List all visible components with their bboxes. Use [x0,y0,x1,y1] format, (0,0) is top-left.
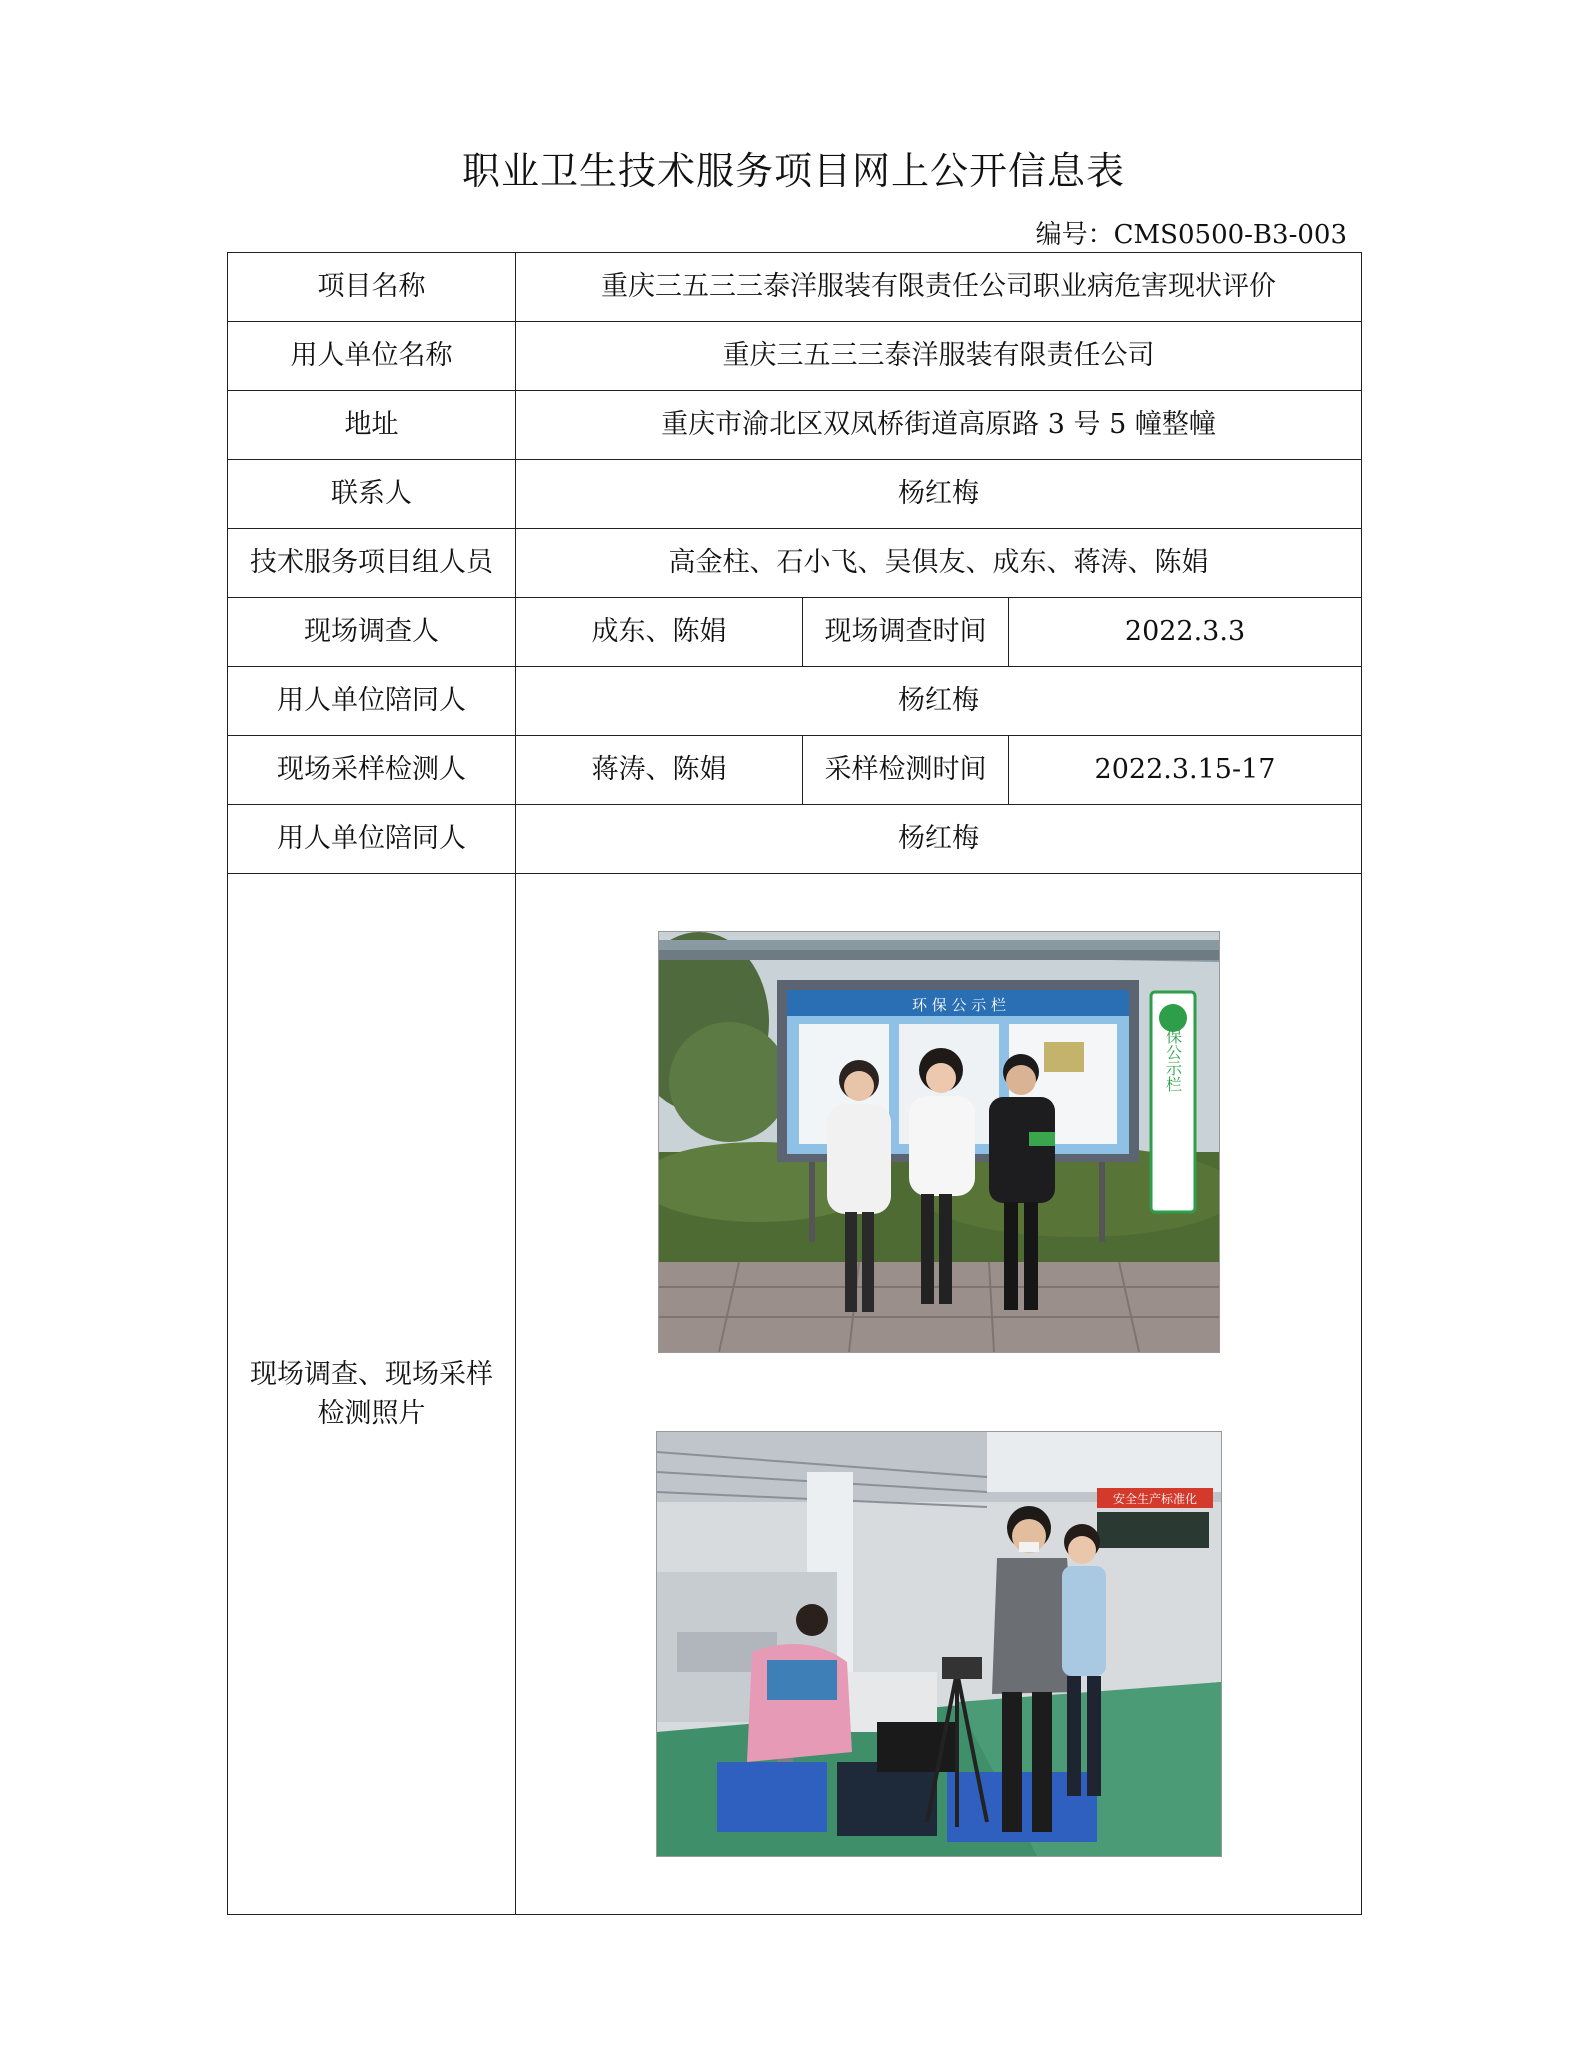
label-survey-time: 现场调查时间 [803,598,1009,667]
row-survey [228,598,1362,667]
row-address [228,391,1362,460]
value-contact: 杨红梅 [516,460,1362,529]
factory-banner-text: 安全生产标准化 [1112,1492,1197,1506]
label-photos [228,874,516,1915]
label-employer: 用人单位名称 [228,322,516,391]
value-escort-2: 杨红梅 [516,805,1362,874]
photos-cell [516,874,1362,1915]
document-title: 职业卫生技术服务项目网上公开信息表 [461,149,1125,193]
row-sampling [228,736,1362,805]
row-project-name [228,253,1362,322]
value-sampling: 蒋涛、陈娟 [516,736,803,805]
info-table [227,252,1362,1915]
label-contact: 联系人 [228,460,516,529]
label-sampling-time: 采样检测时间 [803,736,1009,805]
label-photos-text: 现场调查、现场采样检测照片 [250,1358,493,1429]
label-address: 地址 [228,391,516,460]
side-sign-text: 环保公示栏 [1163,1012,1182,1092]
value-project-name: 重庆三五三三泰洋服装有限责任公司职业病危害现状评价 [516,253,1362,322]
row-employer [228,322,1362,391]
label-team: 技术服务项目组人员 [228,529,516,598]
label-project-name: 项目名称 [228,253,516,322]
photo-survey-team [658,931,1220,1353]
value-escort-1: 杨红梅 [516,667,1362,736]
value-address: 重庆市渝北区双凤桥街道高原路 3 号 5 幢整幢 [516,391,1362,460]
row-photos [228,874,1362,1915]
value-survey: 成东、陈娟 [516,598,803,667]
photo-sampling-workshop [656,1431,1222,1857]
value-team: 高金柱、石小飞、吴俱友、成东、蒋涛、陈娟 [516,529,1362,598]
label-sampling: 现场采样检测人 [228,736,516,805]
value-employer: 重庆三五三三泰洋服装有限责任公司 [516,322,1362,391]
row-escort-2 [228,805,1362,874]
row-escort-1 [228,667,1362,736]
label-escort-2: 用人单位陪同人 [228,805,516,874]
document-number: 编号：CMS0500-B3-003 [1035,220,1347,250]
label-escort-1: 用人单位陪同人 [228,667,516,736]
label-survey: 现场调查人 [228,598,516,667]
value-survey-time: 2022.3.3 [1009,598,1362,667]
row-team [228,529,1362,598]
board-header-text: 环 保 公 示 栏 [911,996,1006,1014]
row-contact [228,460,1362,529]
value-sampling-time: 2022.3.15-17 [1009,736,1362,805]
